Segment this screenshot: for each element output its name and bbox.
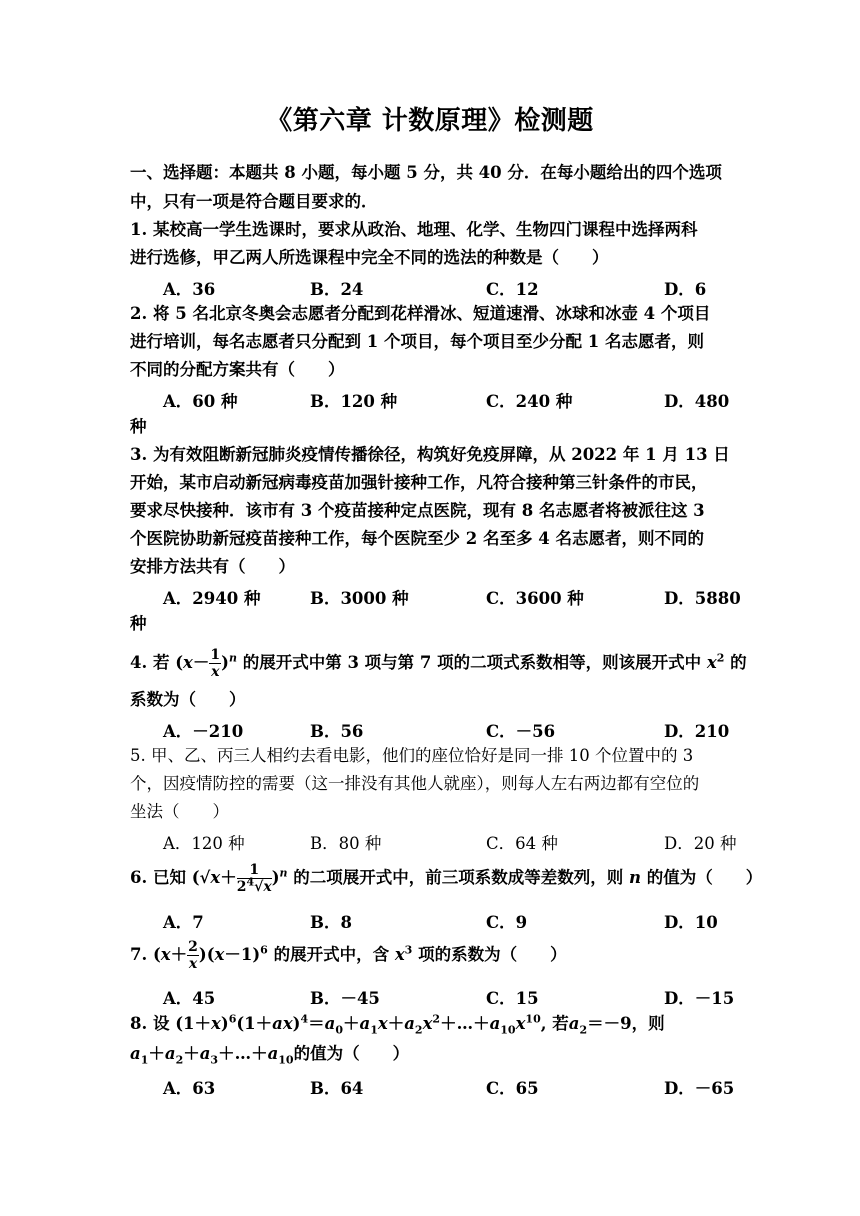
q3-option-d-wrap: 种	[130, 614, 147, 633]
q3-option-a: A．2940 种	[163, 589, 261, 608]
q2-stem-line-2: 进行培训，每名志愿者只分配到 1 个项目，每个项目至少分配 1 名志愿者，则	[130, 332, 704, 351]
q4-stem-line-2: 系数为（ ）	[130, 690, 246, 709]
q2-option-d-wrap: 种	[130, 417, 147, 436]
q6-option-b: B．8	[310, 913, 352, 932]
q5-stem-line-1: 5. 甲、乙、丙三人相约去看电影，他们的座位恰好是同一排 10 个位置中的 3	[130, 746, 694, 765]
q8-stem-line-1	[130, 1013, 730, 1035]
q1-option-c: C．12	[486, 280, 539, 299]
q5-stem-line-3: 坐法（ ）	[130, 802, 229, 821]
q7-option-d: D．－15	[664, 989, 735, 1008]
q7-prefix: 7.	[130, 945, 153, 964]
q7-option-b: B．－45	[310, 989, 380, 1008]
q5-option-c: C．64 种	[486, 834, 558, 853]
q6-prefix: 6. 已知	[130, 868, 186, 887]
q4-middle: 的展开式中第 3 项与第 7 项的二项式系数相等，则该展开式中	[242, 653, 702, 672]
q7-suffix: 项的系数为（ ）	[418, 945, 567, 964]
q1-stem-line-1: 1. 某校高一学生选课时，要求从政治、地理、化学、生物四门课程中选择两科	[130, 220, 698, 239]
q7-expression-formula: (x＋ $\frac{2}{x}$ )$(x-1)^6$	[152, 939, 268, 972]
q3-option-b: B．3000 种	[310, 589, 409, 608]
q4-term-formula: $x^2$	[706, 651, 725, 672]
q8-option-b: B．64	[310, 1079, 364, 1098]
page-title: 《第六章 计数原理》检测题	[266, 106, 594, 136]
section-intro-line-2: 中，只有一项是符合题目要求的．	[130, 192, 378, 211]
q8-condition-text: , 若	[540, 1014, 569, 1033]
q3-option-c: C．3600 种	[486, 589, 584, 608]
q5-option-a: A．120 种	[163, 834, 245, 853]
q6-option-c: C．9	[486, 913, 528, 932]
q4-binomial-formula: (x－ $\frac{1}{x}$ )$^n$	[175, 647, 237, 680]
q8-identity-formula: $(1+x)^6(1+ax)^4=a_0+a_1x+a_2x^2+\dots+a_{10}x^{10}$	[175, 1012, 541, 1037]
q6-stem-line-1	[130, 860, 763, 896]
q4-prefix: 4. 若	[130, 653, 170, 672]
q1-option-a: A．36	[163, 280, 216, 299]
q8-stem-line-2	[130, 1043, 730, 1065]
q3-stem-line-4: 个医院协助新冠疫苗接种工作，每个医院至少 2 名至多 4 名志愿者，则不同的	[130, 529, 704, 548]
q5-option-b: B．80 种	[310, 834, 382, 853]
q3-option-d: D．5880	[664, 589, 741, 608]
q5-stem-line-2: 个，因疫情防控的需要（这一排没有其他人就座），则每人左右两边都有空位的	[130, 774, 700, 793]
q3-stem-line-1: 3. 为有效阻断新冠肺炎疫情传播徐径，构筑好免疫屏障，从 2022 年 1 月 13 日	[130, 445, 730, 464]
q6-option-a: A．7	[163, 913, 204, 932]
q4-stem-line-1	[130, 645, 747, 681]
q3-stem-line-2: 开始，某市启动新冠病毒疫苗加强针接种工作，凡符合接种第三针条件的市民，	[130, 473, 708, 492]
q6-middle: 的二项展开式中，前三项系数成等差数列，则	[293, 868, 624, 887]
q8-sum-formula: $a_1+a_2+a_3+\dots+a_{10}$	[130, 1044, 294, 1067]
q8-condition-formula: $a_2=-9$	[568, 1014, 632, 1037]
q6-option-d: D．10	[664, 913, 718, 932]
q4-suffix: 的	[730, 653, 747, 672]
q4-option-b: B．56	[310, 722, 364, 741]
q7-option-a: A．45	[163, 989, 216, 1008]
q8-option-d: D．－65	[664, 1079, 735, 1098]
q8-prefix: 8. 设	[130, 1014, 170, 1033]
q2-option-d: D．480	[664, 392, 730, 411]
q5-option-d: D．20 种	[664, 834, 737, 853]
q4-option-a: A．－210	[163, 722, 244, 741]
q2-option-b: B．120 种	[310, 392, 398, 411]
q8-option-c: C．65	[486, 1079, 539, 1098]
q7-option-c: C．15	[486, 989, 539, 1008]
q6-suffix: 的值为（ ）	[646, 868, 763, 887]
q2-option-c: C．240 种	[486, 392, 573, 411]
q7-middle: 的展开式中，含	[273, 945, 390, 964]
q4-option-c: C．－56	[486, 722, 556, 741]
q4-option-d: D．210	[664, 722, 730, 741]
q2-stem-line-1: 2. 将 5 名北京冬奥会志愿者分配到花样滑冰、短道速滑、冰球和冰壶 4 个项目	[130, 304, 711, 323]
q7-term-formula: $x^3$	[394, 943, 413, 964]
q8-then-text: ，则	[631, 1014, 665, 1033]
q6-variable: n	[629, 868, 642, 887]
q1-option-b: B．24	[310, 280, 364, 299]
q2-stem-line-3: 不同的分配方案共有（ ）	[130, 360, 345, 379]
q8-line2-suffix: 的值为（ ）	[293, 1044, 410, 1063]
q1-option-d: D．6	[664, 280, 707, 299]
section-intro-line-1: 一、选择题：本题共 8 小题，每小题 5 分，共 40 分．在每小题给出的四个选项	[130, 163, 722, 182]
q2-option-a: A．60 种	[163, 392, 238, 411]
q7-stem-line-1	[130, 935, 730, 975]
q3-stem-line-3: 要求尽快接种．该市有 3 个疫苗接种定点医院，现有 8 名志愿者将被派往这 3	[130, 501, 705, 520]
q6-binomial-formula: (√x＋ $\frac{1}{2^4√x}$ )$^n$	[191, 862, 288, 895]
q3-stem-line-5: 安排方法共有（ ）	[130, 557, 295, 576]
q8-option-a: A．63	[163, 1079, 216, 1098]
q1-stem-line-2: 进行选修，甲乙两人所选课程中完全不同的选法的种数是（ ）	[130, 248, 609, 267]
